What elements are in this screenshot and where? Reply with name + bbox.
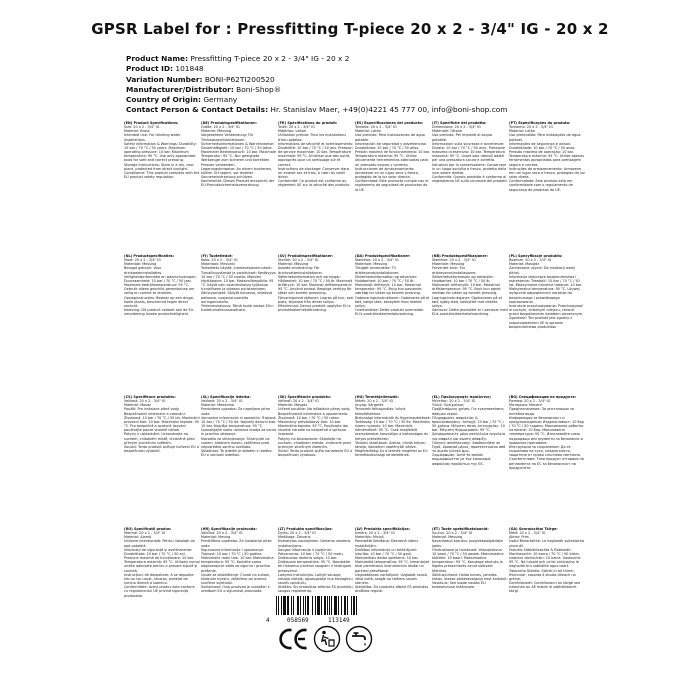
spec-block	[124, 395, 200, 521]
spec-block-heading: (SV) Produktspecifikationer:	[278, 254, 334, 258]
spec-block-heading: (EN) Product Specifications:	[124, 121, 179, 125]
recycling-tidyman-icon	[313, 625, 341, 653]
meta-value: Boni-Shop®	[236, 84, 282, 94]
spec-block	[278, 254, 354, 389]
spec-block-body: Maat: 20 x 2 - 3/4" IG Materiaal: Messing Beoogd gebruik: Voor drinkwaterinstallaties. Veiligheidsinformatie en waarschuwingen: Duurzaamheid: 10 bar / 70 °C / 50 jaar. Maximale bedrijfstemperatuur: 95 °C. Gebruik alleen geschikt gereedschap om veilig en correct te drukken. Opslaginstructies: Bewaar op een droge, koele plaats, beschermd tegen direct zonlicht. Naleving: Dit product voldoet aan de EU-verordening inzake productveiligheid.	[124, 258, 197, 317]
spec-block	[201, 254, 277, 389]
ce-mark-icon	[279, 628, 309, 650]
meta-value: 101848	[175, 64, 204, 74]
meta-value: Hr. Stanislav Maer, +49(0)4221 45 777 00, info@boni-shop.com	[270, 105, 508, 115]
spec-block-body: Rozmiar: 20 x 2 - 3/4" IG Materiał: Mosiądz Zamierzone użycie: Do instalacji wody pitnej. Informacje dotyczące bezpieczeństwa i ostrzeżenia: Trwałość: 10 bar / 70 °C / 50 lat. Maksymalne ciśnienie robocze: 10 bar. Maksymalna temperatura: 95 °C. Używaj wyłącznie odpowiednich narzędzi do bezpiecznego i prawidłowego zaprasowania. Instrukcje przechowywania: Przechowywać w suchym, chłodnym miejscu, chronić przed bezpośrednim światłem słonecznym. Zgodność: Ten produkt jest zgodny z rozporządzeniem UE w sprawie bezpieczeństwa produktów.	[509, 258, 584, 329]
spec-block	[509, 254, 585, 389]
spec-block-heading: (HU) Termékjellemzők:	[355, 395, 399, 399]
spec-block-body: Suurus: 20 x 2 - 3/4" IG Materjal: Messing Kavandatud kasutus: Joogiveepaigaldiste jaoks. Ohutusteave ja hoiatused: Vastupidavus: 10 baari / 70 °C / 50 aastat. Maksimaalne töörõhk: 10 baari. Maksimaalne temperatuur: 95 °C. Kasutage ohutuks ja õigeks pressimiseks ainult sobivaid tööriistu. Säilitusjuhised: Hoida kuivas, jahedas kohas, otsese päikesevalguse eest kaitstult. Vastavus: See toode vastab ELi tooteohutuse määrusele.	[432, 531, 508, 590]
meta-contact	[126, 105, 686, 115]
spec-block-body: Izmērs: 20 x 2 - 3/4" IG Materiāls: Misiņš Paredzētā lietošana: Dzeramā ūdens instalācijām. Drošības informācija un brīdinājumi: Izturība: 10 bar / 70 °C / 50 gadi. Maksimālais darba spiediens: 10 bar. Maksimālā temperatūra: 95 °C. Izmantojiet tikai piemērotus instrumentus drošai un pareizai presēšanai. Uzglabāšanas norādījumi: Uzglabāt sausā, vēsā vietā, sargāt no tiešiem saules stariem. Atbilstība: Šis produkts atbilst ES produktu drošības regulai.	[355, 531, 430, 594]
spec-block	[124, 527, 200, 661]
spec-block-body: Dimensione: 20 x 2 - 3/4" IG Materiale: Ottone Uso previsto: Per impianti di acqua potabile. Informazioni sulla sicurezza e avvertenze: Durata: 10 bar / 70 °C / 50 anni. Pressione massima di esercizio: 10 bar. Temperatura massima: 95 °C. Usare solo utensili adatti per una pressatura sicura e corretta. Istruzioni per la conservazione: Conservare in un luogo asciutto e fresco, protetto dalla luce solare diretta. Conformità: Questo prodotto è conforme al regolamento UE sulla sicurezza dei prodotti.	[432, 125, 508, 184]
spec-block	[509, 121, 585, 248]
spec-block	[201, 121, 277, 248]
spec-block-body: Størrelse: 20 x 2 - 3/4" IG Materiale: Messing Tilsigtet anvendelse: Til drikkevandsinstallationer. Sikkerhedsinformation og advarsler: Holdbarhed: 10 bar / 70 °C / 50 år. Maksimalt driftstryk: 10 bar. Maksimal temperatur: 95 °C. Brug kun passende værktøj for sikker og korrekt presning. Opbevaringsinstruktioner: Opbevares på et tørt, køligt sted, beskyttet mod direkte sollys. Overholdelse: Dette produkt overholder EU's produktsikkerhedsforordning.	[355, 258, 430, 317]
spec-block-heading: (NL) Productspecificaties:	[124, 254, 175, 258]
ean-barcode	[276, 596, 358, 615]
meta-key: Variation Number:	[126, 74, 203, 84]
spec-block-heading: (SL) Specifikacije izdelka:	[201, 395, 251, 399]
spec-block	[432, 254, 508, 389]
spec-block-heading: (NB) Produktspesifikasjoner:	[432, 254, 488, 258]
spec-block-body: Velikost: 20 x 2 - 3/4" IG Material: Medenina Predvidena uporaba: Za napeljave pitne vode. Varnostne informacije in opozorila: Trajnost: 10 bar / 70 °C / 50 let. Največji delovni tlak: 10 bar. Najvišja temperatura: 95 °C. Uporabljajte samo ustrezna orodja za varno in pravilno stiskanje. Navodila za shranjevanje: Shranjujte na suhem, hladnem mestu, zaščiteno pred neposredno sončno svetlobo. Skladnost: Ta izdelek je skladen z uredbo EU o varnosti izdelkov.	[201, 399, 277, 458]
spec-block	[432, 527, 508, 661]
spec-block-heading: (GA) Sonraíochtaí Táirge:	[509, 527, 558, 531]
meta-key: Product ID:	[126, 64, 174, 74]
spec-block-body: Méid: 20 x 2 - 3/4" IG Ábhar: Prás Úsáid Bheartaithe: Le haghaidh suiteálacha uisce óil. Faisnéis Sábháilteachta & Rabhaidh: Marthanacht: 10 barra / 70 °C / 50 bliain. Uasbhrú oibriúcháin: 10 barra. Uasteocht: 95 °C. Ná húsáid ach uirlisí oiriúnacha le haghaidh brú sábháilte agus ceart. Treoracha Stórála: Stóráil in áit thirim, fhionnuar, cosanta ó sholas díreach na gréine. Comhlíonadh: Comhlíonann an táirge seo rialachán an AE maidir le sábháilteacht táirgí.	[509, 531, 585, 594]
barcode-digits-group1: 058569	[287, 617, 309, 624]
spec-block-body: Größe: 20 x 2 - 3/4" IG Material: Messing Vorgesehene Verwendung: Für Trinkwasserinstallationen. Sicherheitsinformationen & Warnhinweise: Dauerhaftigkeit: 10 bar / 70 °C / 50 Jahre. Maximaler Betriebsdruck: 10 bar. Maximale Temperatur: 95 °C. Nur geeignete Werkzeuge zum sicheren und korrekten Pressen verwenden. Lagerungshinweise: An einem trockenen, kühlen Ort lagern, vor direkter Sonneneinstrahlung schützen. Konformität: Dieses Produkt entspricht der EU-Produktsicherheitsverordnung.	[201, 125, 276, 188]
spec-block-heading: (FR) Spécifications du produit:	[278, 121, 338, 125]
spec-block	[432, 121, 508, 248]
spec-block-body: Tamaño: 20 x 2 - 3/4" IG Material: Latón Uso previsto: Para instalaciones de agua potable. Información de seguridad y advertencias: Durabilidad: 10 bar / 70 °C / 50 años. Presión máxima de funcionamiento: 10 bar. Temperatura máxima: 95 °C. Utilice únicamente herramientas adecuadas para un prensado seguro y correcto. Instrucciones de almacenamiento: Almacenar en un lugar seco y fresco, protegido de la luz solar directa. Conformidad: Este producto cumple con el reglamento de seguridad de productos de la UE.	[355, 125, 431, 192]
spec-block-heading: (ET) Toote spetsifikatsioonid:	[432, 527, 489, 531]
barcode-digits-group2: 113149	[328, 617, 350, 624]
spec-block	[278, 121, 354, 248]
spec-block-heading: (IT) Specifiche del prodotto:	[432, 121, 487, 125]
spec-block-body: Mărime: 20 x 2 - 3/4" IG Material: Alamă Utilizare intenționată: Pentru instalații de apă potabilă. Informații de siguranță și avertismente: Durabilitate: 10 bar / 70 °C / 50 ani. Presiune maximă de funcționare: 10 bar. Temperatura maximă: 95 °C. Utilizați numai unelte adecvate pentru o presare sigură și corectă. Instrucțiuni de depozitare: A se depozita într-un loc uscat, răcoros, protejat de lumina directă a soarelui. Conformitate: Acest produs este conform cu regulamentul UE privind siguranța produselor.	[124, 531, 200, 598]
meta-value: Germany	[203, 95, 238, 105]
spec-block-heading: (LV) Produkta specifikācijas:	[355, 527, 410, 531]
barcode-digit-prefix: 4	[266, 617, 270, 624]
spec-block	[432, 395, 508, 521]
spec-block-heading: (FI) Tuotetiedot:	[201, 254, 233, 258]
meta-manufacturer	[126, 85, 686, 95]
spec-block-heading: (EL) Προδιαγραφές προϊόντος:	[432, 395, 492, 399]
spec-block-body: Velikost: 20 x 2 - 3/4" IG Materiál: Mosaz Použití: Pro instalace pitné vody. Bezpečnostní informace a varování: Životnost: 10 bar / 70 °C / 50 let. Maximální provozní tlak: 10 bar. Maximální teplota: 95 °C. Pro bezpečné a správné lisování používejte pouze vhodné nářadí. Pokyny k uskladnění: Uchovávejte na suchém, chladném místě, chráněné před přímým slunečním světlem. Soulad: Tento produkt splňuje nařízení EU o bezpečnosti výrobků.	[124, 399, 200, 454]
spec-block-body: Størrelse: 20 x 2 - 3/4" IG Materiale: Messing Forventet bruk: For drikkevannsinstallasjoner. Sikkerhetsinformasjon og advarsler: Holdbarhet: 10 bar / 70 °C / 50 år. Maksimalt driftstrykk: 10 bar. Maksimal driftstemperatur: 95 °C. Bruk kun egnet verktøy for sikker og korrekt pressing. Lagringsinstruksjoner: Oppbevares på et tørt, kjølig sted, beskyttet mot direkte sollys. Samsvar: Dette produktet er i samsvar med EUs produktsikkerhetsforordning.	[432, 258, 508, 317]
spec-block	[201, 395, 277, 521]
spec-block	[509, 395, 585, 521]
spec-block-body: Размер: 20 x 2 - 3/4" IG Материал: Месинг Предназначение: За инсталации за питейна вода. Информация за безопасност и предупреждения: Издръжливост: 10 бар / 70 °C / 50 години. Максимално работно налягане: 10 бар. Максимална температура: 95 °C. Използвайте само подходящи инструменти за безопасно и правилно пресоване. Инструкции за съхранение: Да се съхранява на сухо, хладно място, защитено от пряка слънчева светлина. Съответствие: Този продукт отговаря на регламента на ЕС за безопасност на продуктите.	[509, 399, 584, 470]
spec-block	[278, 395, 354, 521]
spec-block-heading: (ES) Especificaciones del producto:	[355, 121, 424, 125]
meta-key: Manufacturer/Distributor:	[126, 84, 234, 94]
spec-block-body: Veličina: 20 x 2 - 3/4" IG Materijal: Mesing Predviđena upotreba: Za instalacije pitke vode. Sigurnosne informacije i upozorenja: Trajnost: 10 bar / 70 °C / 50 godina. Maksimalni radni tlak: 10 bar. Maksimalna temperatura: 95 °C. Koristite samo odgovarajuće alate za sigurno i pravilno prešanje. Upute za skladištenje: Čuvati na suhom, hladnom mjestu, zaštićeno od izravne sunčeve svjetlosti. Sukladnost: Ovaj proizvod je usklađen s uredbom EU o sigurnosti proizvoda.	[201, 531, 274, 594]
drinking-water-icon	[345, 625, 373, 653]
spec-block	[355, 254, 431, 389]
spec-block-heading: (DA) Produktspecifikationer:	[355, 254, 411, 258]
meta-value: Pressfitting T-piece 20 x 2 - 3/4" IG - 20 x 2	[190, 54, 350, 63]
spec-block-body: Storlek: 20 x 2 - 3/4" IG Material: Mässing Avsedd användning: För dricksvatteninstallationer. Säkerhetsinformation och varningar: Hållbarhet: 10 bar / 70 °C / 50 år. Maximalt drifttryck: 10 bar. Maximal drifttemperatur: 95 °C. Använd endast lämpliga verktyg för säker och korrekt pressning. Förvaringsinstruktioner: Lagras på torr, sval plats, skyddad från direkt solljus. Efterlevnad: Denna produkt uppfyller EU:s produktsäkerhetsförordning.	[278, 258, 354, 313]
spec-block-body: Dydis: 20 x 2 - 3/4" IG Medžiaga: Žalvaris Numatytas naudojimas: Geriamo vandens instaliacijoms. Saugos informacija ir įspėjimai: Patvarumas: 10 bar / 70 °C / 50 metų. Didžiausias darbinis slėgis: 10 bar. Didžiausia temperatūra: 95 °C. Naudokite tik tinkamus įrankius saugiam ir teisingam presavimui. Laikymo instrukcijos: Laikyti sausoje, vėsioje vietoje, apsaugotoje nuo tiesioginių saulės spindulių. Atitiktis: Šis produktas atitinka ES produktų saugos reglamentą.	[278, 531, 353, 594]
meta-variation-number	[126, 75, 686, 85]
spec-block	[355, 121, 431, 248]
spec-block-heading: (DE) Produktspezifikationen:	[201, 121, 257, 125]
meta-key: Country of Origin:	[126, 95, 201, 105]
spec-block	[124, 254, 200, 389]
product-meta	[126, 54, 686, 116]
spec-block-heading: (PT) Especificações do produto:	[509, 121, 571, 125]
meta-product-name	[126, 54, 686, 64]
spec-block	[509, 527, 585, 661]
spec-block-body: Size: 20 x 2 - 3/4" IG Material: Brass Intended Use: For drinking water installations. Safety information & Warnings: Durability: 10 bar / 70 °C / 50 years. Maximum operating pressure: 10 bar. Maximum temperature: 95 °C. Use only appropriate tools for safe and correct pressing. Storage Instructions: Store in a dry, cool place, protected from direct sunlight. Compliance: This product complies with the EU product safety regulation.	[124, 125, 200, 180]
language-spec-grid	[124, 121, 583, 666]
spec-block-body: Méret: 20 x 2 - 3/4" IG Anyag: Sárgaréz Tervezett felhasználás: Ivóvíz telepítésekhez. Biztonsági információk és figyelmeztetések: Tartósság: 10 bar / 70 °C / 50 év. Maximális üzemi nyomás: 10 bar. Maximális hőmérséklet: 95 °C. Csak megfelelő szerszámokat használjon a biztonságos és helyes préseléshez. Tárolási utasítások: Száraz, hűvös helyen tárolja, közvetlen napfénytől védve. Megfelelőség: Ez a termék megfelel az EU termékbiztonsági rendeletének.	[355, 399, 431, 458]
spec-block-heading: (SK) Špecifikácie produktu:	[278, 395, 332, 399]
spec-block-body: Koko: 20 x 2 - 3/4" IG Materiaali: Messinki Tarkoitettu käyttö: Juomavesiasennuksiin. Turvallisuustiedot ja varoitukset: Kestävyys: 10 bar / 70 °C / 50 vuotta. Maksimi käyttöpaine: 10 bar. Maksimilämpötila: 95 °C. Käytä vain asianmukaisia työkaluja turvalliseen ja oikeaan puristamiseen. Säilytysohjeet: Säilytä kuivassa, viileässä paikassa, suojassa suoralta auringonvalolta. Yhdenmukaisuus: Tämä tuote vastaa EU:n tuoteturvallisuusasetusta.	[201, 258, 277, 313]
spec-block-heading: (BG) Спецификации на продукта:	[509, 395, 577, 399]
meta-key: Product Name:	[126, 54, 189, 63]
spec-block-body: Tamanho: 20 x 2 - 3/4" IG Material: Latão Uso pretendido: Para instalações de água potável. Informações de segurança e avisos: Durabilidade: 10 bar / 70 °C / 50 anos. Pressão máxima de operação: 10 bar. Temperatura máxima: 95 °C. Utilize apenas ferramentas apropriadas para prensagem segura e correta. Instruções de armazenamento: Armazene em um lugar seco e fresco, protegido da luz solar direta. Conformidade: Este produto está em conformidade com o regulamento de segurança de produtos da UE.	[509, 125, 585, 192]
spec-block-body: Taille: 20 x 2 - 3/4" IG Matériau: Laiton Utilisation prévue: Pour les installations d'eau potable. Informations de sécurité et avertissements: Durabilité: 10 bar / 70 °C / 50 ans. Pression de service maximale: 10 bar. Température maximale: 95 °C. N'utiliser que des outils appropriés pour un sertissage sûr et correct. Instructions de stockage: Conserver dans un endroit sec et frais, à l'abri du soleil direct. Conformité: Ce produit est conforme au règlement UE sur la sécurité des produits.	[278, 125, 354, 188]
spec-block	[355, 395, 431, 521]
spec-block-heading: (LT) Produkto specifikacijos:	[278, 527, 333, 531]
spec-block-heading: (HR) Specifikacije proizvoda:	[201, 527, 257, 531]
spec-block-heading: (RO) Specificații produs:	[124, 527, 172, 531]
label-title: GPSR Label for : Pressfitting T-piece 20 x 2 - 3/4" IG - 20 x 2	[91, 20, 609, 38]
spec-block	[201, 527, 277, 661]
spec-block-heading: (CS) Specifikace produktu:	[124, 395, 176, 399]
meta-key: Contact Person & Contact Details:	[126, 105, 269, 115]
spec-block-body: Veľkosť: 20 x 2 - 3/4" IG Materiál: Mosadz Určené použitie: Na inštalácie pitnej vody. Bezpečnostné informácie a upozornenia: Životnosť: 10 bar / 70 °C / 50 rokov. Maximálny prevádzkový tlak: 10 bar. Maximálna teplota: 95 °C. Používajte iba vhodné náradie na bezpečné a správne lisovanie. Pokyny na skladovanie: Skladujte na suchom, chladnom mieste, chránené pred priamym slnečným žiarením. Súlad: Tento produkt spĺňa nariadenie EÚ o bezpečnosti výrobkov.	[278, 399, 353, 458]
spec-block-heading: (PL) Specyfikacje produktu:	[509, 254, 563, 258]
spec-block	[124, 121, 200, 248]
meta-value: BONI-P62TI200520	[204, 74, 275, 84]
meta-product-id	[126, 64, 686, 74]
barcode-bar	[357, 596, 358, 615]
spec-block-body: Μέγεθος: 20 x 2 - 3/4" IG Υλικό: Ορείχαλκος Προβλεπόμενη χρήση: Για εγκαταστάσεις πόσιμου νερού. Πληροφορίες ασφαλείας & προειδοποιήσεις: Αντοχή: 10 bar / 70 °C / 50 χρόνια. Μέγιστη πίεση λειτουργίας: 10 bar. Μέγιστη θερμοκρασία: 95 °C. Χρησιμοποιείτε μόνο κατάλληλα εργαλεία για ασφαλή και σωστή σύσφιξη. Οδηγίες αποθήκευσης: Αποθηκεύστε σε ξηρό, δροσερό μέρος, προστατευμένο από το άμεσο ηλιακό φως. Συμμόρφωση: Αυτό το προϊόν συμμορφώνεται με τον κανονισμό ασφαλείας προϊόντων της ΕΕ.	[432, 399, 506, 466]
meta-country-of-origin	[126, 95, 686, 105]
